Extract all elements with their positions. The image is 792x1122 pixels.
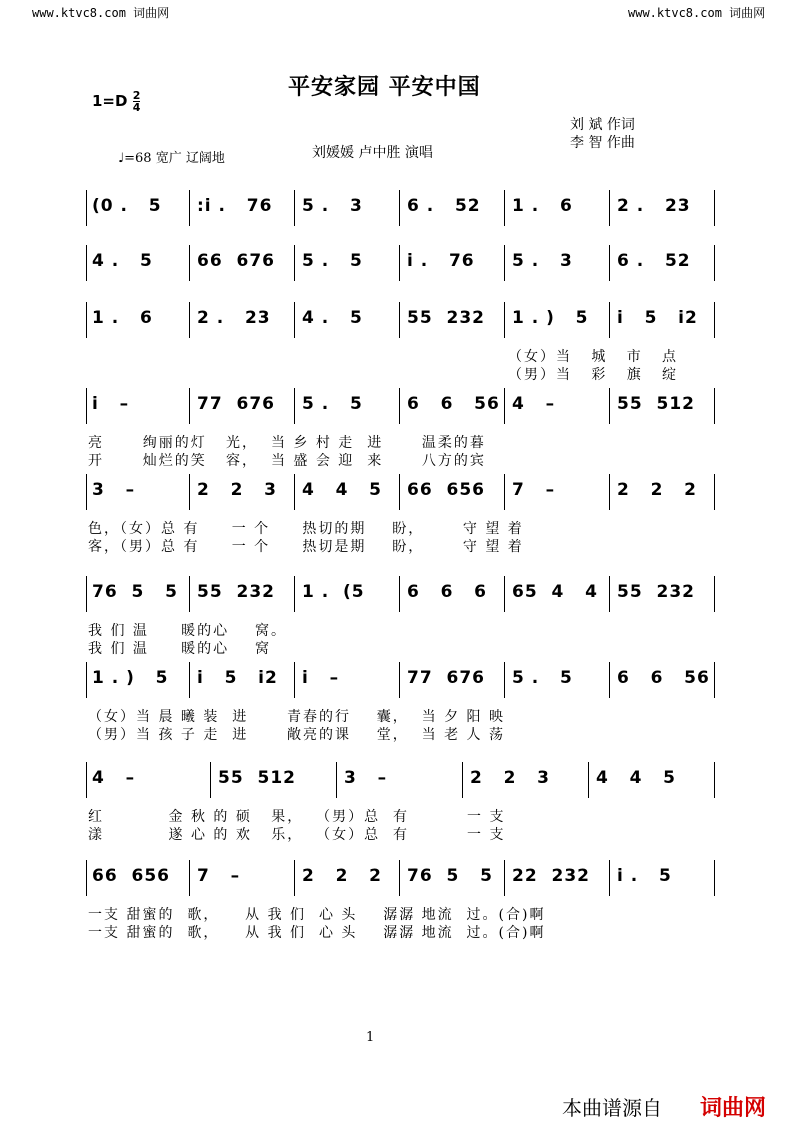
measure-notes: 65 4 4 [512,582,598,602]
measure [296,858,401,898]
bar-line [714,762,715,798]
measure-notes: 3 – [344,768,388,788]
measure-notes: 1 . 6 [92,308,153,328]
measure [191,660,296,700]
bar-line [504,245,505,281]
score-system [0,243,792,283]
measure-notes: 76 5 5 [92,582,178,602]
measure [506,243,611,283]
lyric-line: 一支 甜蜜的 歌， 从 我 们 心 头 潺潺 地流 过。(合)啊 [88,925,546,941]
measure-notes: 55 232 [407,308,485,328]
song-title: 平安家园 平安中国 [288,75,481,100]
lyric-line: （女）当 晨 曦 装 进 青春的行 囊， 当 夕 阳 映 [88,709,506,725]
bar-line [189,662,190,698]
bar-line [609,860,610,896]
bar-line [294,860,295,896]
bar-line [399,388,400,424]
measure [506,472,611,512]
measure-notes: i 5 i2 [197,668,278,688]
bar-line [294,302,295,338]
measure [86,243,191,283]
measure [86,858,191,898]
lyric-line: （男）当 孩 子 走 进 敞亮的课 堂， 当 老 人 荡 [88,727,506,743]
bar-line [210,762,211,798]
measure-notes: 4 . 5 [302,308,363,328]
bar-line [609,302,610,338]
bar-line [294,245,295,281]
lyric-line: （男）当 彩 旗 绽 [508,367,679,383]
bar-line [189,474,190,510]
lyric-line: 开 灿烂的笑 容， 当 盛 会 迎 来 八方的宾 [88,453,486,469]
measure [296,188,401,228]
score-system [0,188,792,228]
measure [506,188,611,228]
measure-notes: 22 232 [512,866,590,886]
bar-line [714,860,715,896]
bar-line [294,576,295,612]
score-system [0,300,792,340]
measure-notes: 77 676 [407,668,485,688]
measure-notes: 66 676 [197,251,275,271]
score-system [0,760,792,800]
bar-line [714,388,715,424]
measure [296,243,401,283]
bar-line [294,474,295,510]
measure-notes: (0 . 5 [92,196,162,216]
bar-line [294,388,295,424]
score-system [0,858,792,898]
bar-line [462,762,463,798]
bar-line [189,302,190,338]
bar-line [189,860,190,896]
measure [506,858,611,898]
bar-line [609,576,610,612]
measure-notes: 5 . 5 [302,394,363,414]
measure-notes: i – [302,668,340,688]
lyric-line: （女）当 城 市 点 [508,349,679,365]
measure [191,574,296,614]
measure-notes: i . 76 [407,251,475,271]
bar-line [714,474,715,510]
measure [401,472,506,512]
bar-line [399,190,400,226]
bar-line [294,190,295,226]
measure-notes: 55 232 [617,582,695,602]
measure [506,660,611,700]
measure [296,574,401,614]
bar-line [294,662,295,698]
measure [212,760,338,800]
measure-notes: i . 5 [617,866,672,886]
measure [296,660,401,700]
lyric-line: 漾 遂 心 的 欢 乐， （女）总 有 一 支 [88,827,506,843]
measure [611,386,716,426]
bar-line [189,245,190,281]
measure [296,472,401,512]
lyricist-credit: 刘 斌 作词 [570,117,635,133]
measure-notes: 66 656 [92,866,170,886]
measure-notes: 77 676 [197,394,275,414]
bar-line [504,302,505,338]
measure-notes: 1 . ) 5 [512,308,589,328]
measure-notes: 66 656 [407,480,485,500]
lyric-line: 色，（女）总 有 一 个 热切的期 盼， 守 望 着 [88,521,524,537]
measure [191,300,296,340]
bar-line [399,662,400,698]
measure-notes: i 5 i2 [617,308,698,328]
measure-notes: 4 4 5 [596,768,676,788]
measure [506,386,611,426]
measure [401,386,506,426]
measure-notes: 3 – [92,480,136,500]
measure-notes: 2 2 3 [470,768,550,788]
measure-notes: 1 . (5 [302,582,365,602]
measure [191,188,296,228]
measure [611,472,716,512]
measure [401,858,506,898]
bar-line [714,302,715,338]
lyric-line: 我 们 温 暖的心 窝 [88,641,271,657]
bar-line [504,662,505,698]
measure-notes: 6 . 52 [407,196,481,216]
bar-line [504,860,505,896]
measure [506,300,611,340]
measure [464,760,590,800]
measure [86,660,191,700]
bar-line [336,762,337,798]
bar-line [504,388,505,424]
measure [611,660,716,700]
measure-notes: 6 6 6 [407,582,487,602]
measure [611,574,716,614]
lyric-line: 我 们 温 暖的心 窝。 [88,623,287,639]
measure [191,386,296,426]
score-system [0,660,792,700]
measure-notes: 2 2 2 [617,480,697,500]
measure [338,760,464,800]
measure-notes: 5 . 5 [302,251,363,271]
measure [611,243,716,283]
bar-line [609,662,610,698]
bar-line [399,245,400,281]
measure [191,858,296,898]
measure [401,574,506,614]
measure-notes: 5 . 5 [512,668,573,688]
bar-line [609,388,610,424]
measure-notes: 6 6 56 [617,668,710,688]
bar-line [714,190,715,226]
measure-notes: 2 2 2 [302,866,382,886]
measure [401,188,506,228]
lyric-line: 客，（男）总 有 一 个 热切是期 盼， 守 望 着 [88,539,524,555]
measure-notes: 1 . ) 5 [92,668,169,688]
lyric-line: 红 金 秋 的 硕 果， （男）总 有 一 支 [88,809,506,825]
measure-notes: 55 512 [218,768,296,788]
measure-notes: 6 6 56 [407,394,500,414]
watermark-left: www.ktvc8.com 词曲网 [32,6,170,20]
measure-notes: 55 232 [197,582,275,602]
measure-notes: 2 2 3 [197,480,277,500]
watermark-right: www.ktvc8.com 词曲网 [628,6,766,20]
bar-line [609,474,610,510]
measure-notes: 4 . 5 [92,251,153,271]
measure-notes: 55 512 [617,394,695,414]
measure [611,858,716,898]
measure-notes: :i . 76 [197,196,273,216]
bar-line [714,662,715,698]
composer-credit: 李 智 作曲 [570,135,635,151]
measure [86,760,212,800]
measure [590,760,716,800]
measure-notes: 7 – [512,480,556,500]
bar-line [588,762,589,798]
measure [506,574,611,614]
bar-line [609,190,610,226]
measure [191,243,296,283]
lyric-line: 一支 甜蜜的 歌， 从 我 们 心 头 潺潺 地流 过。(合)啊 [88,907,546,923]
bar-line [609,245,610,281]
bar-line [399,576,400,612]
measure [401,300,506,340]
tempo-marking: ♩=68 宽广 辽阔地 [118,151,225,166]
bar-line [189,190,190,226]
measure [611,300,716,340]
measure-notes: 1 . 6 [512,196,573,216]
lyric-line: 亮 绚丽的灯 光， 当 乡 村 走 进 温柔的暮 [88,435,486,451]
bar-line [504,576,505,612]
page-number: 1 [366,1030,375,1045]
measure-notes: 6 . 52 [617,251,691,271]
measure [296,386,401,426]
measure [86,300,191,340]
measure-notes: 5 . 3 [302,196,363,216]
bar-line [399,474,400,510]
bar-line [399,860,400,896]
measure [611,188,716,228]
measure [86,386,191,426]
performers-credit: 刘媛媛 卢中胜 演唱 [312,145,433,161]
measure [296,300,401,340]
bar-line [189,388,190,424]
measure-notes: i – [92,394,130,414]
measure [401,243,506,283]
measure-notes: 4 4 5 [302,480,382,500]
measure [86,574,191,614]
bar-line [399,302,400,338]
measure [86,472,191,512]
score-system [0,386,792,426]
measure [401,660,506,700]
bar-line [714,576,715,612]
time-signature: $\frac{2}{4}$ [132,89,141,114]
measure-notes: 5 . 3 [512,251,573,271]
score-system [0,472,792,512]
measure-notes: 2 . 23 [197,308,271,328]
measure [191,472,296,512]
footer-brand[interactable]: 词曲网 [700,1096,767,1121]
bar-line [504,190,505,226]
bar-line [504,474,505,510]
bar-line [714,245,715,281]
measure [86,188,191,228]
measure-notes: 7 – [197,866,241,886]
key-signature: 1=D $\frac{2}{4}$ [92,89,141,114]
score-system [0,574,792,614]
measure-notes: 4 – [512,394,556,414]
footer-source: 本曲谱源自 [562,1096,662,1120]
measure-notes: 2 . 23 [617,196,691,216]
bar-line [189,576,190,612]
measure-notes: 76 5 5 [407,866,493,886]
measure-notes: 4 – [92,768,136,788]
